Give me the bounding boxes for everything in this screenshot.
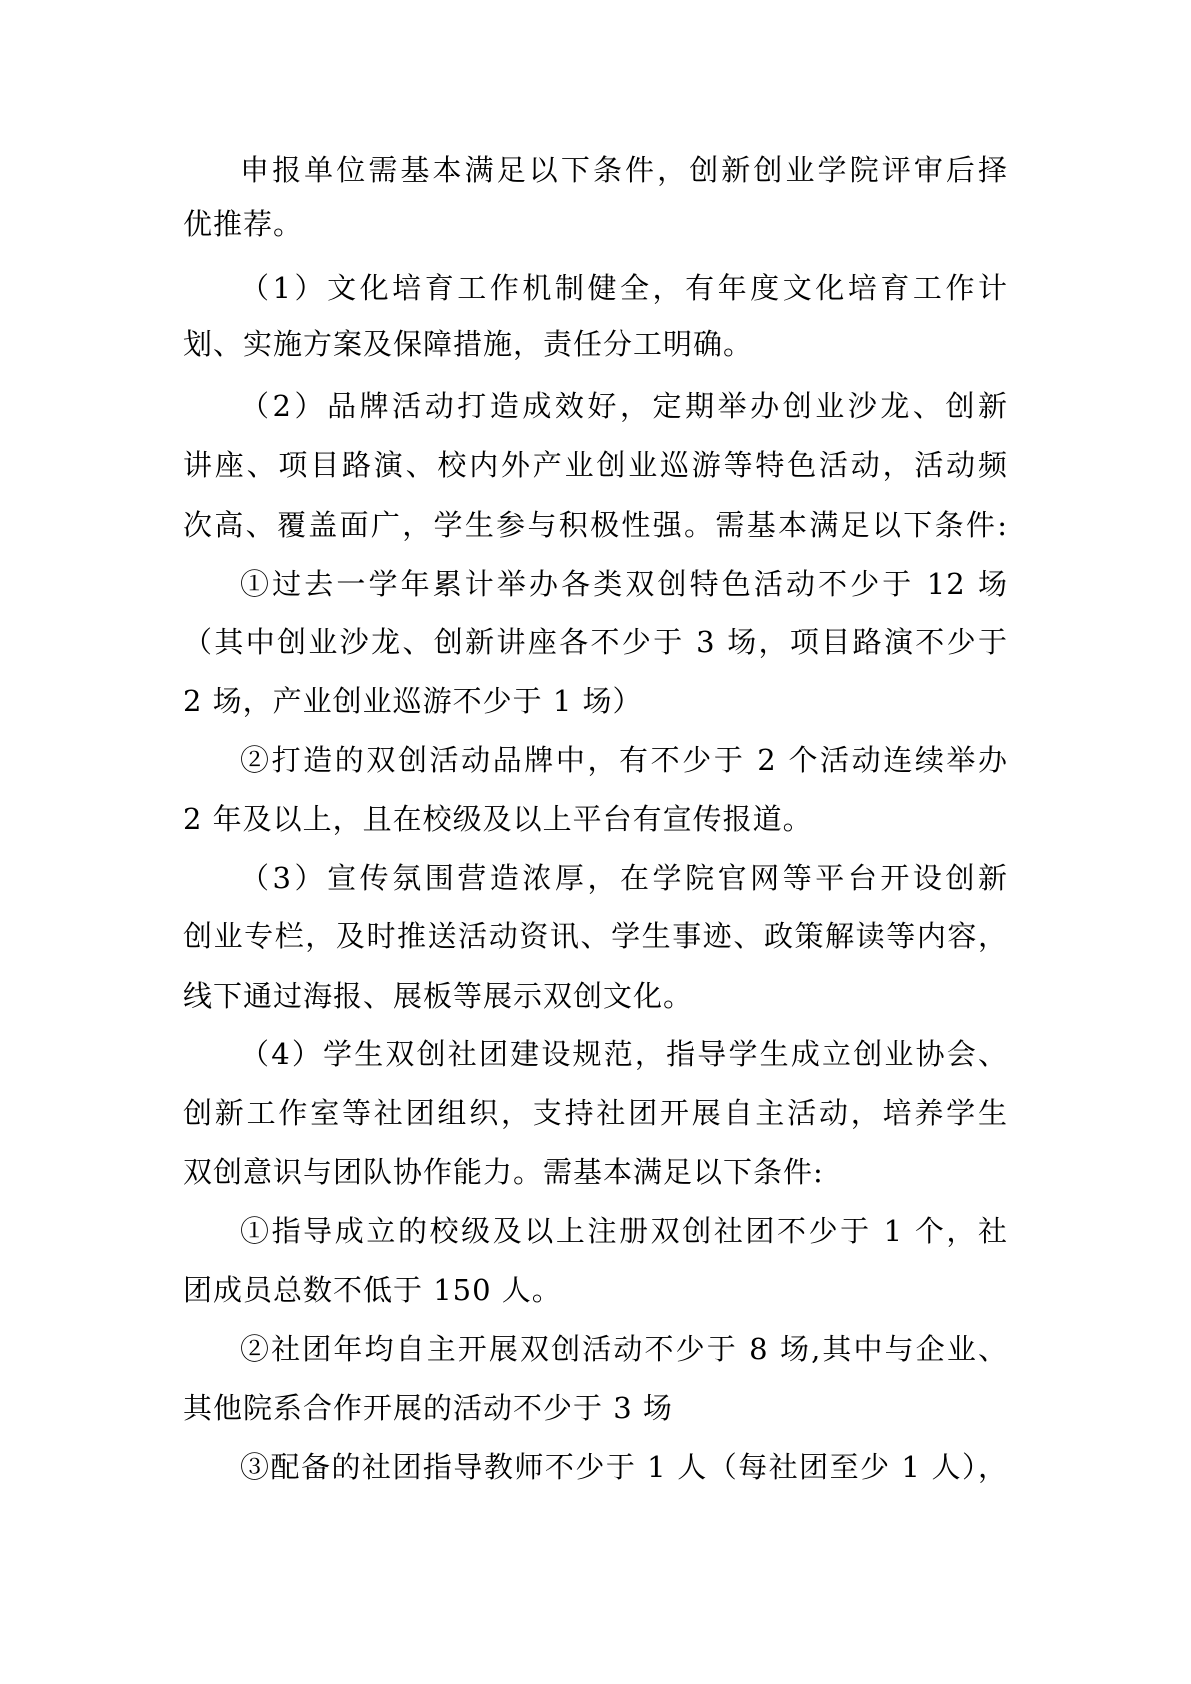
text-line: ①过去一学年累计举办各类双创特色活动不少于 12 场: [240, 567, 1008, 601]
text-line: 线下通过海报、展板等展示双创文化。: [183, 979, 694, 1013]
text-line: （2）品牌活动打造成效好，定期举办创业沙龙、创新: [240, 389, 1008, 423]
text-line: （1）文化培育工作机制健全，有年度文化培育工作计: [240, 271, 1008, 305]
text-line: 团成员总数不低于 150 人。: [183, 1273, 562, 1307]
text-line: 次高、覆盖面广，学生参与积极性强。需基本满足以下条件:: [183, 508, 1008, 542]
text-line: （3）宣传氛围营造浓厚，在学院官网等平台开设创新: [240, 861, 1008, 895]
text-line: ②打造的双创活动品牌中，有不少于 2 个活动连续举办: [240, 743, 1008, 777]
text-line: 2 场，产业创业巡游不少于 1 场）: [183, 684, 643, 718]
text-line: 创业专栏，及时推送活动资讯、学生事迹、政策解读等内容，: [183, 919, 1008, 953]
text-line: ③配备的社团指导教师不少于 1 人（每社团至少 1 人），: [240, 1450, 1008, 1484]
text-line: ②社团年均自主开展双创活动不少于 8 场,其中与企业、: [240, 1332, 1008, 1366]
text-line: 2 年及以上，且在校级及以上平台有宣传报道。: [183, 802, 813, 836]
text-line: 划、实施方案及保障措施，责任分工明确。: [183, 327, 754, 361]
text-line: 优推荐。: [183, 207, 304, 241]
text-line: 其他院系合作开展的活动不少于 3 场: [183, 1391, 673, 1425]
text-line: （4）学生双创社团建设规范，指导学生成立创业协会、: [240, 1037, 1008, 1071]
text-line: 双创意识与团队协作能力。需基本满足以下条件:: [183, 1155, 824, 1189]
text-line: 申报单位需基本满足以下条件，创新创业学院评审后择: [240, 153, 1008, 187]
text-line: 创新工作室等社团组织，支持社团开展自主活动，培养学生: [183, 1096, 1008, 1130]
text-line: ①指导成立的校级及以上注册双创社团不少于 1 个，社: [240, 1214, 1008, 1248]
text-line: 讲座、项目路演、校内外产业创业巡游等特色活动，活动频: [183, 448, 1008, 482]
text-line: （其中创业沙龙、创新讲座各不少于 3 场，项目路演不少于: [183, 625, 1008, 659]
